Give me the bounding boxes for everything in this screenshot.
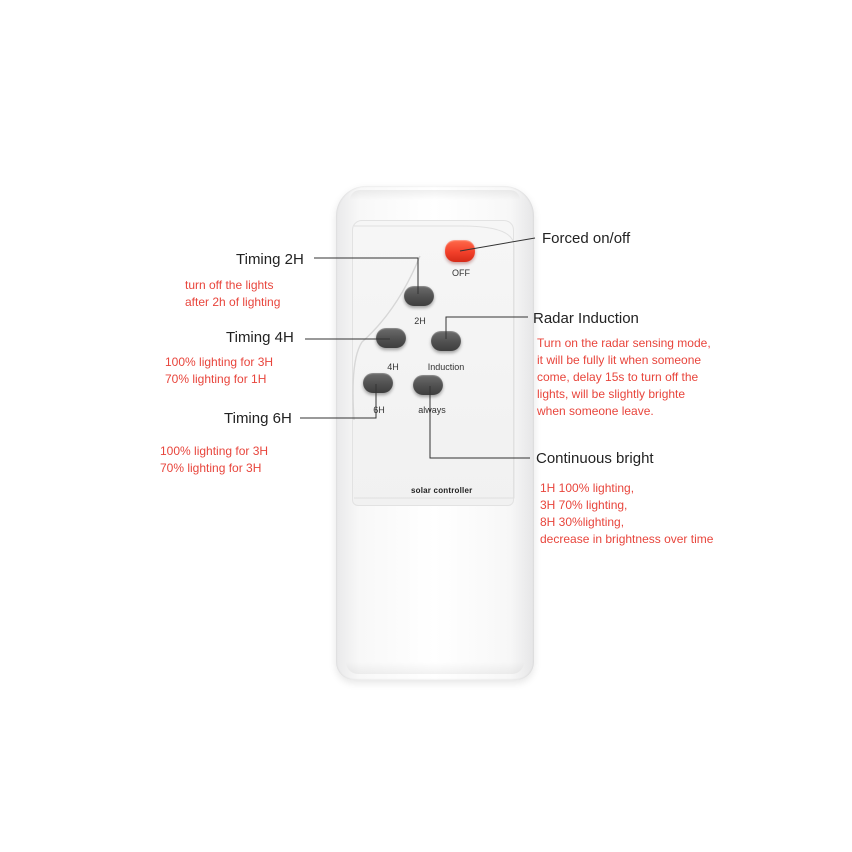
off-button-label: OFF <box>452 268 470 278</box>
timing-4h-notes <box>165 354 273 388</box>
leader-timing-6h <box>300 384 376 418</box>
radar-induction-notes <box>537 335 711 420</box>
radar-note-line: it will be fully lit when someone <box>537 353 702 367</box>
always-button-label: always <box>418 405 446 415</box>
leader-continuous <box>430 386 530 458</box>
radar-note-line: lights, will be slightly brighte <box>537 387 686 401</box>
2h-button-label: 2H <box>414 316 426 326</box>
timing-6h-note-line: 100% lighting for 3H <box>160 444 269 458</box>
6h-button-label: 6H <box>373 405 385 415</box>
radar-note-line: Turn on the radar sensing mode, <box>537 336 711 350</box>
4h-button-label: 4H <box>387 362 399 372</box>
continuous-note-line: decrease in brightness over time <box>540 532 714 546</box>
timing-2h-note-line: after 2h of lighting <box>185 295 281 309</box>
continuous-note-line: 1H 100% lighting, <box>540 481 635 495</box>
radar-note-line: when someone leave. <box>537 404 654 418</box>
continuous-bright-title: Continuous bright <box>536 450 654 467</box>
leader-timing-2h <box>314 258 418 294</box>
forced-on-off-title: Forced on/off <box>542 230 631 247</box>
timing-6h-title: Timing 6H <box>224 410 292 427</box>
timing-4h-note-line: 70% lighting for 1H <box>165 372 267 386</box>
induction-button-label: Induction <box>427 362 465 372</box>
timing-2h-note-line: turn off the lights <box>185 278 274 292</box>
continuous-note-line: 8H 30%lighting, <box>540 515 625 529</box>
leader-radar <box>446 317 528 339</box>
solar-controller-label: solar controller <box>411 486 473 495</box>
timing-4h-note-line: 100% lighting for 3H <box>165 355 274 369</box>
timing-6h-notes <box>160 443 268 477</box>
timing-6h-note-line: 70% lighting for 3H <box>160 461 262 475</box>
continuous-note-line: 3H 70% lighting, <box>540 498 628 512</box>
leader-forced <box>460 238 535 251</box>
radar-note-line: come, delay 15s to turn off the <box>537 370 699 384</box>
continuous-bright-notes <box>540 480 713 548</box>
timing-4h-title: Timing 4H <box>226 329 294 346</box>
radar-induction-title: Radar Induction <box>533 310 639 327</box>
timing-2h-notes <box>185 277 280 311</box>
timing-2h-title: Timing 2H <box>236 251 304 268</box>
